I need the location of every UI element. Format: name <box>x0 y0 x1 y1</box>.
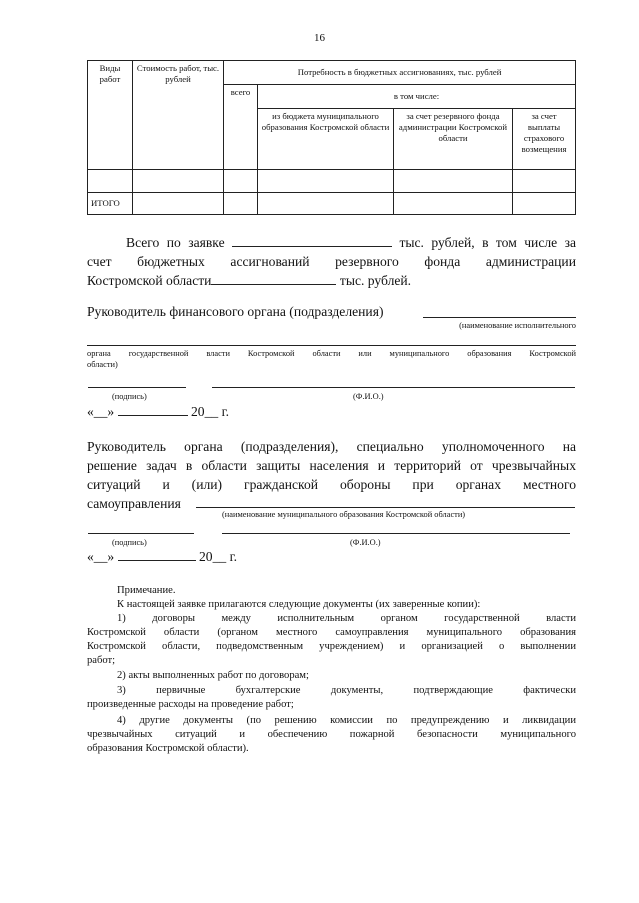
table-row-total <box>88 192 576 214</box>
notes-intro: К настоящей заявке прилагаются следующие документы (их заверенные копии): <box>117 599 481 610</box>
signature-line <box>88 387 186 388</box>
header-types: Виды работ <box>88 61 133 170</box>
notes-heading: Примечание. <box>117 585 176 596</box>
note-item-4-line3: образования Костромской области). <box>87 743 249 754</box>
header-reserve: за счет резервного фонда администрации Костромской области <box>394 109 513 169</box>
emergency-head-line2: решение задач в области защиты населения и территорий от чрезвычайных <box>87 458 576 473</box>
summary-line3: Костромской области тыс. рублей. <box>87 273 412 288</box>
finance-note-a: (наименование исполнительного <box>459 321 576 330</box>
header-cost: Стоимость работ, тыс. рублей <box>133 61 224 170</box>
finance-org-line <box>87 345 576 346</box>
header-including: в том числе: <box>258 85 576 109</box>
date-line: «__» 20__ г. <box>87 404 230 419</box>
total-amount-blank <box>232 233 392 247</box>
note-item-1-line4: работ; <box>87 655 116 666</box>
fio-line-2 <box>222 533 570 534</box>
note-item-2: 2) акты выполненных работ по договорам; <box>117 670 309 681</box>
summary-line2: счет бюджетных ассигнований резервного фонда администрации <box>87 254 576 269</box>
fio-line <box>212 387 575 388</box>
note-item-1-line3: Костромской области, подведомственным учреждением) и организацией о выполнении <box>87 641 576 652</box>
note-item-3-line2: произведенные расходы на проведение работ; <box>87 699 294 710</box>
signature-label-2: (подпись) <box>112 538 147 547</box>
header-municipal: из бюджета муниципального образования Костромской области <box>258 109 394 169</box>
note-item-1-line2: Костромской области (органом местного самоуправления муниципального образования <box>87 627 576 638</box>
note-item-4-line2: чрезвычайных ситуаций и обеспечению пожарной безопасности муниципального <box>87 729 576 740</box>
municipality-blank <box>196 507 575 508</box>
fio-label-2: (Ф.И.О.) <box>350 538 381 547</box>
note-item-1-line1: 1) договоры между исполнительным органом государственной власти <box>117 613 576 624</box>
page-number: 16 <box>314 32 325 44</box>
signature-label: (подпись) <box>112 392 147 401</box>
header-total: всего <box>224 85 258 170</box>
summary-line1: Всего по заявке тыс. рублей, в том числе за <box>126 235 577 250</box>
table-row <box>88 169 576 192</box>
budget-table <box>87 60 576 215</box>
signature-line-2 <box>88 533 194 534</box>
date-line-2: «__» 20__ г. <box>87 549 238 564</box>
note-item-4-line1: 4) другие документы (по решению комиссии по предупреждению и ликвидации <box>117 715 576 726</box>
header-insurance: за счет выплаты страхового возмещения <box>513 109 576 169</box>
date-blank-2 <box>118 547 196 561</box>
fio-label: (Ф.И.О.) <box>353 392 384 401</box>
finance-note-c: области) <box>87 360 118 369</box>
date-blank <box>118 402 188 416</box>
finance-note-b: органа государственной власти Костромской области или муниципального образования Костромской <box>87 349 576 358</box>
finance-head-title: Руководитель финансового органа (подразделения) <box>87 304 384 319</box>
emergency-head-line4: самоуправления <box>87 496 181 511</box>
reserve-amount-blank <box>211 271 336 285</box>
note-item-3-line1: 3) первичные бухгалтерские документы, подтверждающие фактически <box>117 685 576 696</box>
total-label: ИТОГО <box>88 192 133 214</box>
emergency-head-line3: ситуаций и (или) гражданской обороны при органах местного <box>87 477 576 492</box>
finance-org-blank <box>423 317 576 318</box>
emergency-head-line1: Руководитель органа (подразделения), специально уполномоченного на <box>87 439 576 454</box>
header-need: Потребность в бюджетных ассигнованиях, тыс. рублей <box>224 61 576 85</box>
municipality-note: (наименование муниципального образования Костромской области) <box>222 510 466 519</box>
